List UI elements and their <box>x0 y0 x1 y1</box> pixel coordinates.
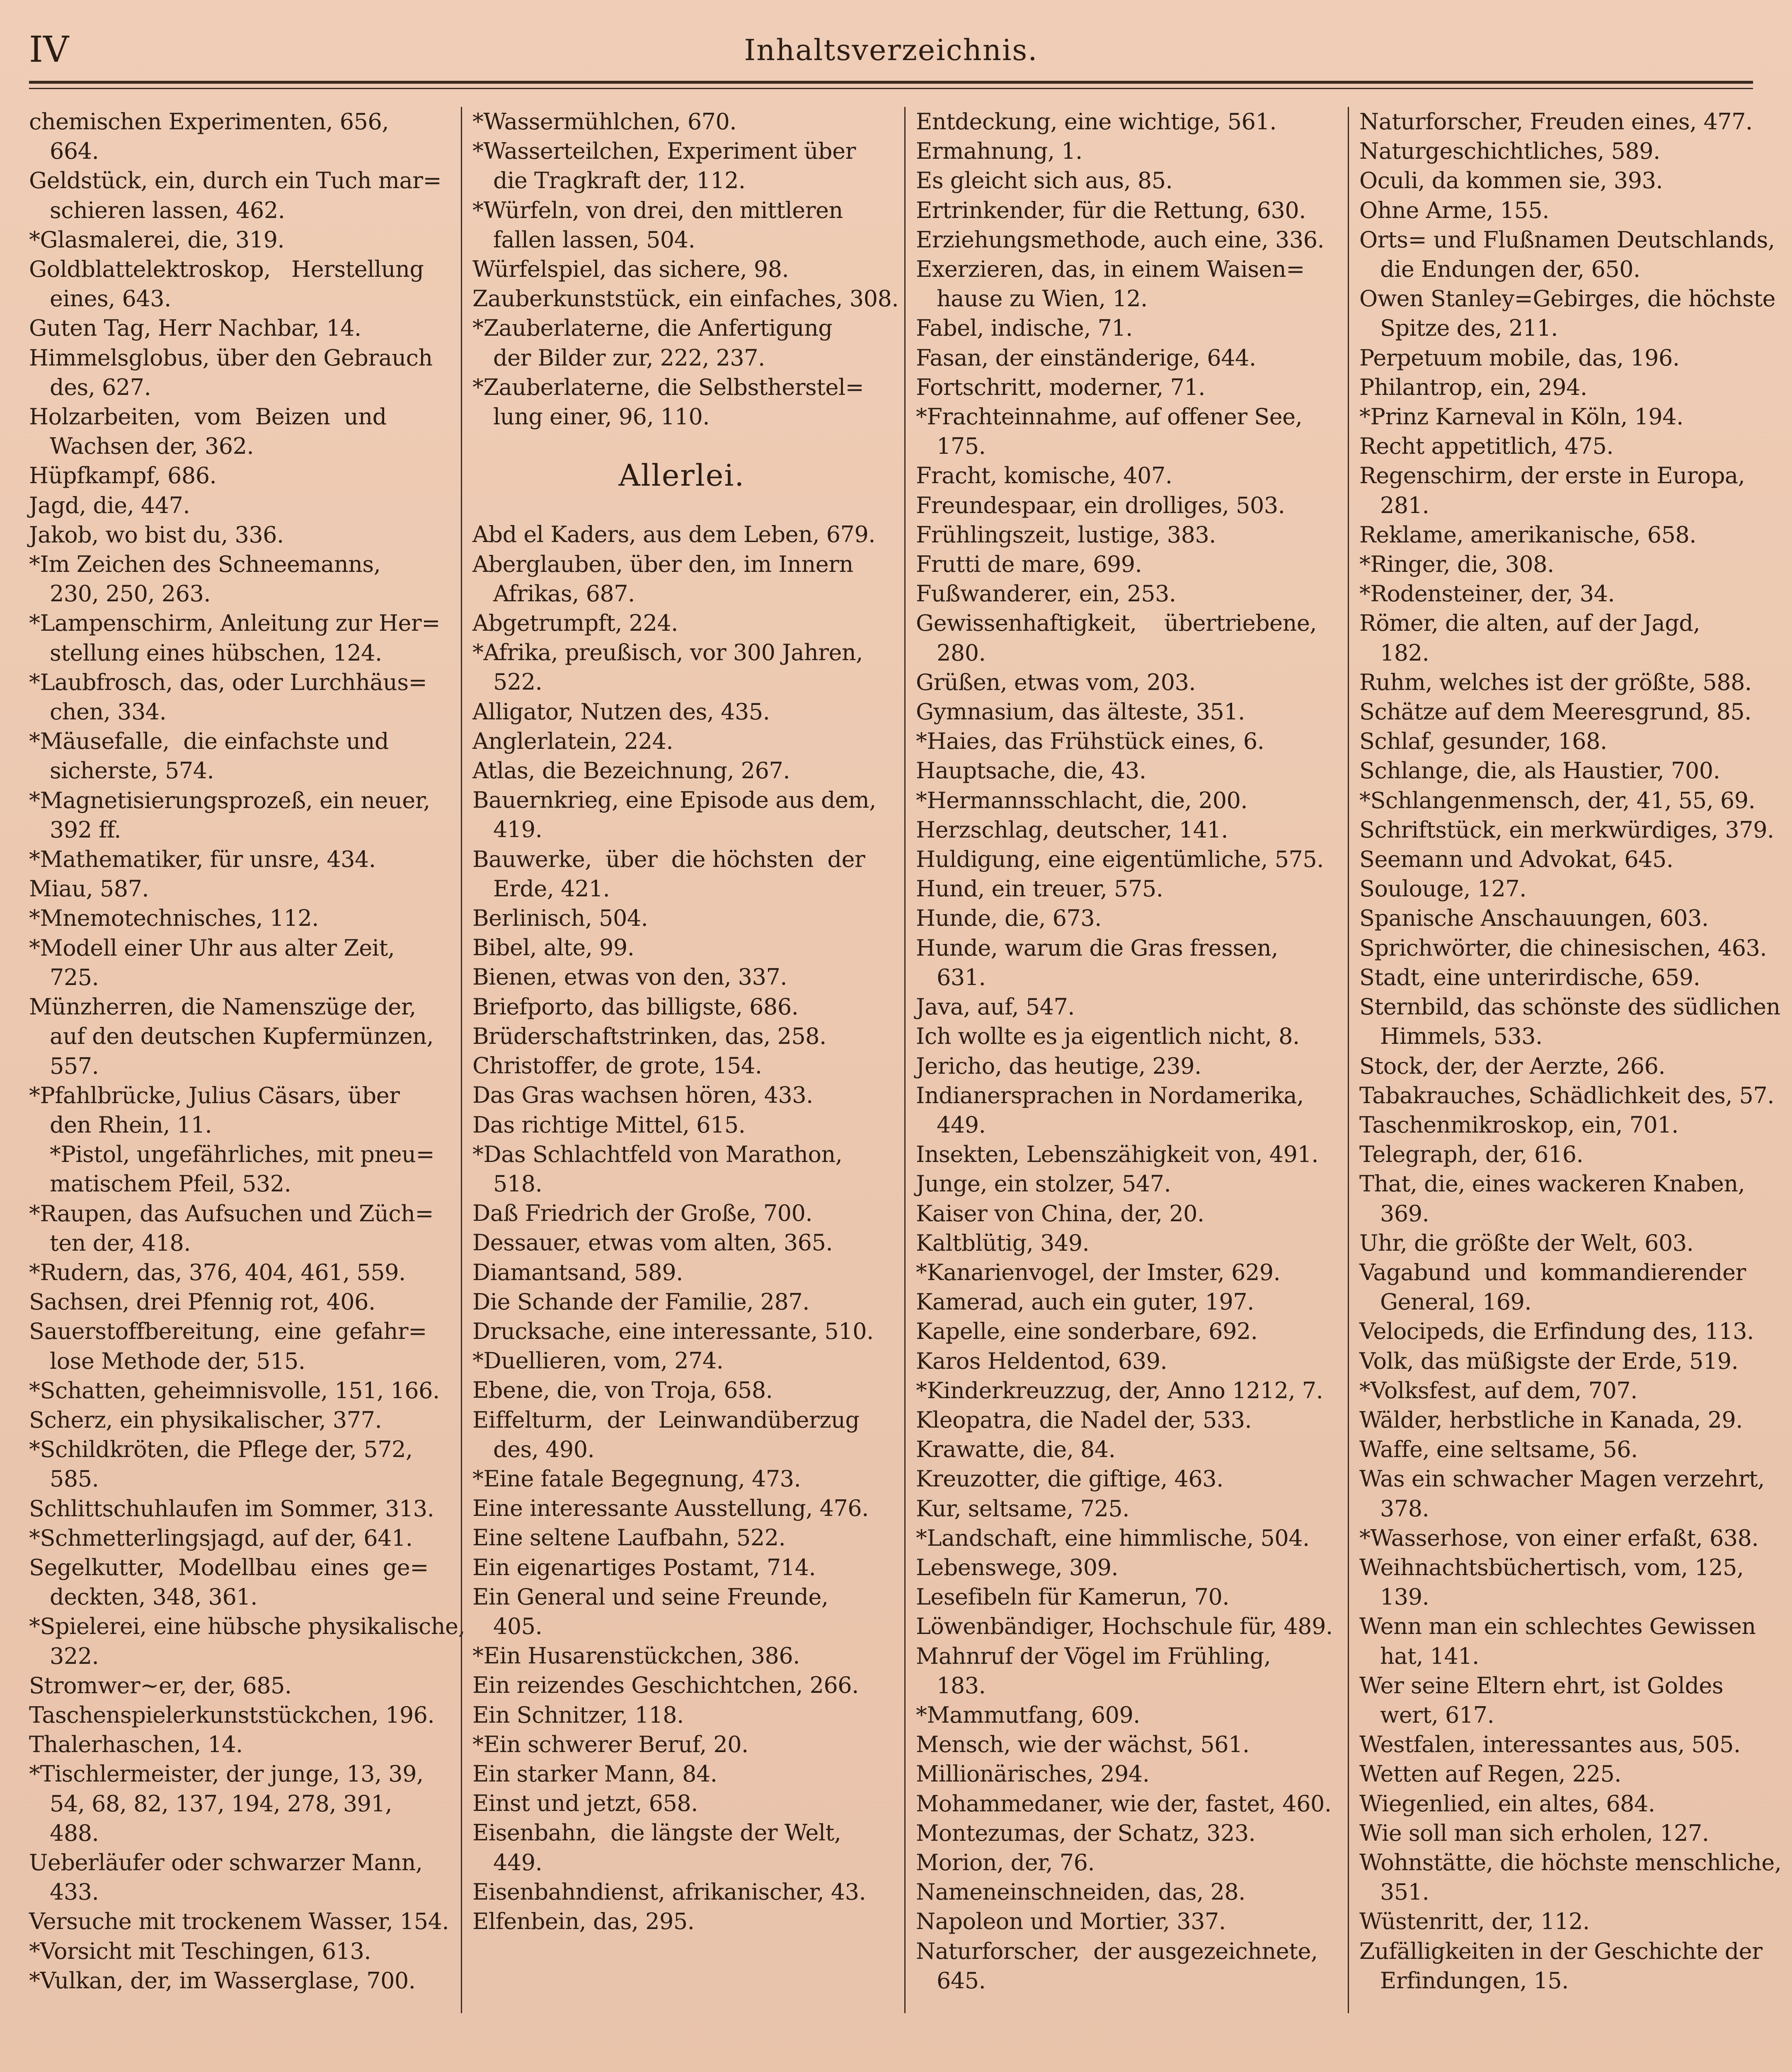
index-column-3 <box>916 107 1334 1995</box>
index-entry-line: 378. <box>1359 1495 1429 1522</box>
index-entry-line: 369. <box>1359 1200 1429 1227</box>
index-entry-line: Jagd, die, 447. <box>29 492 190 518</box>
index-entry-line: Mohammedaner, wie der, fastet, 460. <box>916 1790 1332 1817</box>
index-entry-line: Eisenbahn, die längste der Welt, <box>472 1820 841 1846</box>
index-entry-line: Westfalen, interessantes aus, 505. <box>1359 1731 1741 1758</box>
index-entry-line: Erfindungen, 15. <box>1359 1967 1569 1994</box>
index-entry-line: sicherste, 574. <box>29 758 214 784</box>
index-entry-line: Schlange, die, als Haustier, 700. <box>1359 758 1720 784</box>
index-entry-line: Christoffer, de grote, 154. <box>472 1053 762 1079</box>
index-entry-line: Frutti de mare, 699. <box>916 551 1142 578</box>
index-entry-line: Miau, 587. <box>29 876 149 902</box>
index-entry-line: Kleopatra, die Nadel der, 533. <box>916 1406 1252 1433</box>
index-entry-line: Naturforscher, der ausgezeichnete, <box>916 1938 1318 1964</box>
index-entry-line: *Das Schlachtfeld von Marathon, <box>472 1141 843 1167</box>
index-entry-line: Hund, ein treuer, 575. <box>916 876 1163 902</box>
index-entry-line: *Laubfrosch, das, oder Lurchhäus= <box>29 669 427 695</box>
index-entry-line: 488. <box>29 1820 99 1846</box>
index-entry-line: *Würfeln, von drei, den mittleren <box>472 197 843 223</box>
index-entry-line: Grüßen, etwas vom, 203. <box>916 669 1196 695</box>
index-entry-line: stellung eines hübschen, 124. <box>29 639 382 666</box>
index-entry-line: Fasan, der einständerige, 644. <box>916 344 1256 371</box>
index-entry-line: Ermahnung, 1. <box>916 138 1082 165</box>
index-entry-line: Kapelle, eine sonderbare, 692. <box>916 1318 1258 1345</box>
page-number: IV <box>29 29 69 70</box>
index-entry-line: Gymnasium, das älteste, 351. <box>916 699 1245 725</box>
index-entry-line: Versuche mit trockenem Wasser, 154. <box>29 1908 449 1935</box>
index-entry-line: Wie soll man sich erholen, 127. <box>1359 1820 1709 1846</box>
index-entry-line: Morion, der, 76. <box>916 1849 1095 1876</box>
index-entry-line: Abd el Kaders, aus dem Leben, 679. <box>472 521 876 548</box>
index-entry-line: Abgetrumpft, 224. <box>472 610 678 637</box>
index-entry-line: Kaltblütig, 349. <box>916 1230 1090 1256</box>
index-entry-line: Briefporto, das billigste, 686. <box>472 993 799 1020</box>
index-entry-line: Wiegenlied, ein altes, 684. <box>1359 1790 1655 1817</box>
index-entry-line: matischem Pfeil, 532. <box>29 1171 291 1197</box>
index-entry-line: Wohnstätte, die höchste menschliche, <box>1359 1849 1782 1876</box>
index-entry-line: Würfelspiel, das sichere, 98. <box>472 256 789 283</box>
index-entry-line: *Schmetterlingsjagd, auf der, 641. <box>29 1525 413 1551</box>
index-entry-line: Krawatte, die, 84. <box>916 1436 1116 1463</box>
index-entry-line: *Wassermühlchen, 670. <box>472 109 737 135</box>
index-entry-line: Hunde, die, 673. <box>916 905 1102 932</box>
index-entry-line: lose Methode der, 515. <box>29 1348 305 1374</box>
index-entry-line: Vagabund und kommandierender <box>1359 1259 1746 1285</box>
index-entry-line: Oculi, da kommen sie, 393. <box>1359 167 1663 194</box>
index-entry-line: Wetten auf Regen, 225. <box>1359 1761 1621 1787</box>
index-entry-line: ten der, 418. <box>29 1230 191 1256</box>
index-entry-line: Zufälligkeiten in der Geschichte der <box>1359 1938 1763 1964</box>
index-entry-line: fallen lassen, 504. <box>472 226 695 253</box>
index-entry-line: 54, 68, 82, 137, 194, 278, 391, <box>29 1790 392 1817</box>
index-entry-line: Huldigung, eine eigentümliche, 575. <box>916 846 1324 873</box>
index-entry-line: Frühlingszeit, lustige, 383. <box>916 521 1216 548</box>
index-entry-line: Wer seine Eltern ehrt, ist Goldes <box>1359 1672 1724 1699</box>
index-entry-line: Afrikas, 687. <box>472 580 635 607</box>
index-entry-line: Eine seltene Laufbahn, 522. <box>472 1525 786 1551</box>
index-entry-line: *Ein Husarenstückchen, 386. <box>472 1643 800 1669</box>
column-divider <box>904 107 906 2013</box>
index-entry-line: *Eine fatale Begegnung, 473. <box>472 1465 801 1492</box>
index-entry-line: *Mäusefalle, die einfachste und <box>29 728 389 755</box>
index-entry-line: Naturgeschichtliches, 589. <box>1359 138 1660 165</box>
index-entry-line: Perpetuum mobile, das, 196. <box>1359 344 1680 371</box>
index-entry-line: Aberglauben, über den, im Innern <box>472 551 853 577</box>
index-entry-line: Fußwanderer, ein, 253. <box>916 581 1176 607</box>
index-entry-line: Regenschirm, der erste in Europa, <box>1359 462 1745 489</box>
index-entry-line: Freundespaar, ein drolliges, 503. <box>916 492 1285 518</box>
index-entry-line: der Bilder zur, 222, 237. <box>472 344 765 371</box>
index-entry-line: chen, 334. <box>29 699 167 725</box>
index-entry-line: Einst und jetzt, 658. <box>472 1790 698 1817</box>
index-entry-line: *Raupen, das Aufsuchen und Züch= <box>29 1200 434 1227</box>
index-entry-line: Sachsen, drei Pfennig rot, 406. <box>29 1289 375 1315</box>
index-entry-line: *Lampenschirm, Anleitung zur Her= <box>29 610 440 637</box>
index-entry-line: Alligator, Nutzen des, 435. <box>472 698 770 725</box>
index-entry-line: Stromwer~er, der, 685. <box>29 1672 292 1699</box>
index-entry-line: 631. <box>916 964 986 990</box>
index-entry-line: Das richtige Mittel, 615. <box>472 1111 746 1138</box>
index-entry-line: Ein starker Mann, 84. <box>472 1760 717 1787</box>
index-entry-line: *Ein schwerer Beruf, 20. <box>472 1731 748 1757</box>
index-entry-line: *Zauberlaterne, die Anfertigung <box>472 315 833 341</box>
index-entry-line: Naturforscher, Freuden eines, 477. <box>1359 109 1753 135</box>
index-entry-line: *Schlangenmensch, der, 41, 55, 69. <box>1359 787 1756 813</box>
index-entry-line: *Pistol, ungefährliches, mit pneu= <box>29 1141 435 1168</box>
index-entry-line: *Prinz Karneval in Köln, 194. <box>1359 404 1683 430</box>
index-entry-line: Atlas, die Bezeichnung, 267. <box>472 758 790 784</box>
index-entry-line: Die Schande der Familie, 287. <box>472 1288 809 1315</box>
index-entry-line: Jericho, das heutige, 239. <box>916 1053 1201 1079</box>
column-divider <box>461 107 462 2013</box>
index-entry-line: Bibel, alte, 99. <box>472 934 634 961</box>
index-entry-line: 664. <box>29 138 99 165</box>
index-entry-line: *Wasserhose, von einer erfaßt, 638. <box>1359 1525 1759 1551</box>
index-entry-line: Himmelsglobus, über den Gebrauch <box>29 344 433 371</box>
index-entry-line: schieren lassen, 462. <box>29 197 285 223</box>
index-entry-line: Schriftstück, ein merkwürdiges, 379. <box>1359 816 1774 843</box>
index-entry-line: Insekten, Lebenszähigkeit von, 491. <box>916 1141 1319 1168</box>
index-entry-line: Thalerhaschen, 14. <box>29 1731 243 1758</box>
index-entry-line: *Frachteinnahme, auf offener See, <box>916 404 1303 430</box>
index-entry-line: Junge, ein stolzer, 547. <box>916 1171 1171 1197</box>
index-entry-line: die Endungen der, 650. <box>1359 256 1640 283</box>
index-entry-line: die Tragkraft der, 112. <box>472 167 746 194</box>
index-entry-line: auf den deutschen Kupfermünzen, <box>29 1023 434 1050</box>
index-entry-line: *Vulkan, der, im Wasserglase, 700. <box>29 1967 416 1994</box>
index-entry-line: Was ein schwacher Magen verzehrt, <box>1359 1466 1765 1492</box>
index-entry-line: Hüpfkampf, 686. <box>29 462 217 489</box>
index-entry-line: Gewissenhaftigkeit, übertriebene, <box>916 610 1317 637</box>
index-entry-line: *Landschaft, eine himmlische, 504. <box>916 1525 1310 1551</box>
index-entry-line: eines, 643. <box>29 286 171 312</box>
index-entry-line: *Hermannsschlacht, die, 200. <box>916 787 1248 813</box>
index-entry-line: Millionärisches, 294. <box>916 1761 1150 1787</box>
index-entry-line: Dessauer, etwas vom alten, 365. <box>472 1230 833 1256</box>
index-entry-line: *Duellieren, vom, 274. <box>472 1348 724 1374</box>
index-entry-line: Eine interessante Ausstellung, 476. <box>472 1495 869 1522</box>
index-entry-line: That, die, eines wackeren Knaben, <box>1359 1171 1745 1197</box>
index-entry-line: *Spielerei, eine hübsche physikalische, <box>29 1613 465 1640</box>
index-entry-line: General, 169. <box>1359 1289 1532 1315</box>
index-entry-line: Sauerstoffbereitung, eine gefahr= <box>29 1318 427 1345</box>
index-entry-line: Bauwerke, über die höchsten der <box>472 846 865 872</box>
index-entry-line: Indianersprachen in Nordamerika, <box>916 1082 1304 1109</box>
index-entry-line: des, 490. <box>472 1436 595 1462</box>
index-entry-line: Napoleon und Mortier, 337. <box>916 1908 1226 1935</box>
index-entry-line: Entdeckung, eine wichtige, 561. <box>916 109 1277 135</box>
index-entry-line: Bauernkrieg, eine Episode aus dem, <box>472 787 876 813</box>
index-entries-allerlei <box>472 520 891 1936</box>
index-entry-line: Brüderschaftstrinken, das, 258. <box>472 1023 826 1049</box>
running-title: Inhaltsverzeichnis. <box>744 33 1038 67</box>
index-entry-line: Orts= und Flußnamen Deutschlands, <box>1359 226 1775 253</box>
index-entry-line: Ein reizendes Geschichtchen, 266. <box>472 1672 859 1699</box>
index-entry-line: Bienen, etwas von den, 337. <box>472 964 787 990</box>
index-entry-line: Sprichwörter, die chinesischen, 463. <box>1359 934 1767 961</box>
index-entry-line: Kur, seltsame, 725. <box>916 1495 1129 1522</box>
index-entry-line: *Rudern, das, 376, 404, 461, 559. <box>29 1259 406 1285</box>
index-entry-line: 280. <box>916 639 986 666</box>
index-entry-line: 405. <box>472 1613 542 1639</box>
index-entry-line: Daß Friedrich der Große, 700. <box>472 1200 813 1227</box>
index-entry-line: Owen Stanley=Gebirges, die höchste <box>1359 286 1775 312</box>
index-entry-line: Fortschritt, moderner, 71. <box>916 374 1205 400</box>
index-entry-line: Recht appetitlich, 475. <box>1359 433 1614 460</box>
header-rule-thick <box>29 81 1753 84</box>
index-entry-line: Hauptsache, die, 43. <box>916 758 1146 784</box>
index-entry-line: Lesefibeln für Kamerun, 70. <box>916 1584 1229 1610</box>
index-entry-line: Kreuzotter, die giftige, 463. <box>916 1466 1223 1492</box>
section-heading-allerlei: Allerlei. <box>618 458 745 493</box>
index-entry-line: Hunde, warum die Gras fressen, <box>916 934 1278 961</box>
index-entry-line: Wälder, herbstliche in Kanada, 29. <box>1359 1406 1743 1433</box>
index-entry-line: Münzherren, die Namenszüge der, <box>29 994 416 1020</box>
index-entry-line: Mensch, wie der wächst, 561. <box>916 1731 1250 1758</box>
index-entry-line: deckten, 348, 361. <box>29 1584 257 1610</box>
index-entry-line: Ertrinkender, für die Rettung, 630. <box>916 197 1306 223</box>
index-entry-line: Segelkutter, Modellbau eines ge= <box>29 1554 429 1581</box>
index-entry-line: Telegraph, der, 616. <box>1359 1141 1584 1168</box>
index-entry-line: 522. <box>472 669 542 695</box>
index-entry-line: hause zu Wien, 12. <box>916 286 1148 312</box>
index-entry-line: Stadt, eine unterirdische, 659. <box>1359 964 1700 990</box>
index-entry-line: *Tischlermeister, der junge, 13, 39, <box>29 1761 424 1787</box>
index-entry-line: Zauberkunststück, ein einfaches, 308. <box>472 286 899 312</box>
index-entry-line: Römer, die alten, auf der Jagd, <box>1359 610 1700 637</box>
index-entry-line: Eiffelturm, der Leinwandüberzug <box>472 1406 860 1433</box>
index-entry-line: *Schatten, geheimnisvolle, 151, 166. <box>29 1377 440 1404</box>
header-rule-thin <box>29 88 1753 89</box>
index-entry-line: 322. <box>29 1643 99 1669</box>
index-entry-line: *Vorsicht mit Teschingen, 613. <box>29 1938 371 1964</box>
index-entry-line: Seemann und Advokat, 645. <box>1359 846 1673 873</box>
index-entry-line: wert, 617. <box>1359 1702 1494 1728</box>
index-entry-line: Philantrop, ein, 294. <box>1359 374 1587 400</box>
index-entry-line: 645. <box>916 1967 986 1994</box>
index-entry-line: Reklame, amerikanische, 658. <box>1359 521 1696 548</box>
index-entry-line: 281. <box>1359 492 1429 518</box>
index-entry-line: *Rodensteiner, der, 34. <box>1359 581 1615 607</box>
index-entry-line: *Glasmalerei, die, 319. <box>29 226 285 253</box>
index-column-4 <box>1359 107 1782 1995</box>
index-entry-line: *Kinderkreuzzug, der, Anno 1212, 7. <box>916 1377 1323 1404</box>
index-entry-line: hat, 141. <box>1359 1643 1479 1669</box>
index-entries-top <box>472 107 899 431</box>
index-entry-line: Ein Schnitzer, 118. <box>472 1702 684 1728</box>
index-entry-line: Schlittschuhlaufen im Sommer, 313. <box>29 1495 434 1522</box>
index-entry-line: Volk, das müßigste der Erde, 519. <box>1359 1348 1739 1374</box>
index-entry-line: 557. <box>29 1053 99 1079</box>
index-entry-line: 139. <box>1359 1584 1429 1610</box>
index-entry-line: Waffe, eine seltsame, 56. <box>1359 1436 1638 1463</box>
index-entry-line: Wenn man ein schlechtes Gewissen <box>1359 1613 1756 1640</box>
index-entry-line: 585. <box>29 1466 99 1492</box>
index-entry-line: Fracht, komische, 407. <box>916 462 1172 489</box>
index-entry-line: *Modell einer Uhr aus alter Zeit, <box>29 934 395 961</box>
index-entry-line: lung einer, 96, 110. <box>472 404 710 430</box>
index-entry-line: *Wasserteilchen, Experiment über <box>472 138 856 165</box>
index-entry-line: Ueberläufer oder schwarzer Mann, <box>29 1849 423 1876</box>
page-header <box>29 17 1753 79</box>
index-entry-line: Löwenbändiger, Hochschule für, 489. <box>916 1613 1333 1640</box>
index-entry-line: Wachsen der, 362. <box>29 433 254 460</box>
index-entry-line: Mahnruf der Vögel im Frühling, <box>916 1643 1271 1669</box>
index-entry-line: Uhr, die größte der Welt, 603. <box>1359 1230 1694 1256</box>
index-entry-line: *Zauberlaterne, die Selbstherstel= <box>472 374 864 400</box>
index-entry-line: den Rhein, 11. <box>29 1111 212 1138</box>
index-entry-line: Erziehungsmethode, auch eine, 336. <box>916 226 1325 253</box>
index-entry-line: Weihnachtsbüchertisch, vom, 125, <box>1359 1554 1744 1581</box>
index-entry-line: Berlinisch, 504. <box>472 905 648 932</box>
index-entry-line: *Kanarienvogel, der Imster, 629. <box>916 1259 1281 1285</box>
index-entry-line: des, 627. <box>29 374 151 400</box>
index-entry-line: Guten Tag, Herr Nachbar, 14. <box>29 315 361 341</box>
index-entry-line: Erde, 421. <box>472 875 610 902</box>
index-entry-line: Taschenspielerkunststückchen, 196. <box>29 1702 435 1728</box>
index-entry-line: Diamantsand, 589. <box>472 1259 683 1285</box>
index-entry-line: 392 ff. <box>29 816 121 843</box>
index-entry-line: Herzschlag, deutscher, 141. <box>916 816 1228 843</box>
index-entry-line: Ich wollte es ja eigentlich nicht, 8. <box>916 1023 1300 1050</box>
index-column-2 <box>472 107 899 1936</box>
index-entry-line: *Volksfest, auf dem, 707. <box>1359 1377 1637 1404</box>
index-entry-line: 433. <box>29 1879 99 1905</box>
index-entry-line: Holzarbeiten, vom Beizen und <box>29 404 387 430</box>
index-entry-line: Spitze des, 211. <box>1359 315 1558 341</box>
index-entry-line: Karos Heldentod, 639. <box>916 1348 1167 1374</box>
index-entry-line: Geldstück, ein, durch ein Tuch mar= <box>29 167 442 194</box>
index-entry-line: 419. <box>472 816 542 843</box>
index-entry-line: Anglerlatein, 224. <box>472 728 673 754</box>
index-entry-line: Ruhm, welches ist der größte, 588. <box>1359 669 1752 695</box>
index-entry-line: 449. <box>916 1111 986 1138</box>
index-entry-line: Schätze auf dem Meeresgrund, 85. <box>1359 699 1751 725</box>
index-entry-line: Ebene, die, von Troja, 658. <box>472 1377 773 1404</box>
index-entry-line: Spanische Anschauungen, 603. <box>1359 905 1709 932</box>
index-entry-line: Tabakrauches, Schädlichkeit des, 57. <box>1359 1082 1774 1109</box>
index-entry-line: Fabel, indische, 71. <box>916 315 1133 341</box>
index-entry-line: Wüstenritt, der, 112. <box>1359 1908 1590 1935</box>
index-entry-line: 230, 250, 263. <box>29 581 211 607</box>
index-entry-line: 175. <box>916 433 986 460</box>
index-entry-line: Himmels, 533. <box>1359 1023 1543 1050</box>
index-entry-line: 351. <box>1359 1879 1429 1905</box>
index-entry-line: *Mammutfang, 609. <box>916 1702 1140 1728</box>
index-entry-line: Java, auf, 547. <box>916 994 1075 1020</box>
index-entry-line: Kamerad, auch ein guter, 197. <box>916 1289 1254 1315</box>
index-entry-line: Nameneinschneiden, das, 28. <box>916 1879 1245 1905</box>
index-entry-line: Das Gras wachsen hören, 433. <box>472 1082 813 1109</box>
index-entry-line: *Afrika, preußisch, vor 300 Jahren, <box>472 639 863 666</box>
index-entry-line: Schlaf, gesunder, 168. <box>1359 728 1607 755</box>
index-entry-line: *Pfahlbrücke, Julius Cäsars, über <box>29 1082 400 1109</box>
index-entry-line: Ohne Arme, 155. <box>1359 197 1549 223</box>
index-entry-line: *Ringer, die, 308. <box>1359 551 1554 578</box>
index-entry-line: Jakob, wo bist du, 336. <box>29 521 284 548</box>
index-entry-line: Drucksache, eine interessante, 510. <box>472 1318 874 1344</box>
index-entry-line: 183. <box>916 1672 986 1699</box>
index-entry-line: 182. <box>1359 639 1429 666</box>
index-entry-line: Soulouge, 127. <box>1359 876 1526 902</box>
index-entry-line: Ein eigenartiges Postamt, 714. <box>472 1554 816 1581</box>
index-entry-line: *Schildkröten, die Pflege der, 572, <box>29 1436 413 1463</box>
column-divider <box>1348 107 1349 2013</box>
index-entry-line: Sternbild, das schönste des südlichen <box>1359 994 1780 1020</box>
index-entry-line: Ein General und seine Freunde, <box>472 1583 828 1610</box>
index-entry-line: 725. <box>29 964 99 990</box>
index-entry-line: Eisenbahndienst, afrikanischer, 43. <box>472 1878 866 1905</box>
index-entry-line: chemischen Experimenten, 656, <box>29 109 389 135</box>
index-entry-line: Scherz, ein physikalischer, 377. <box>29 1406 382 1433</box>
index-column-1 <box>29 107 465 1995</box>
index-entry-line: *Haies, das Frühstück eines, 6. <box>916 728 1264 755</box>
index-entry-line: Velocipeds, die Erfindung des, 113. <box>1359 1318 1754 1345</box>
index-entry-line: Montezumas, der Schatz, 323. <box>916 1820 1256 1846</box>
index-entry-line: Es gleicht sich aus, 85. <box>916 167 1173 194</box>
index-entry-line: Stock, der, der Aerzte, 266. <box>1359 1053 1666 1079</box>
index-entry-line: *Mathematiker, für unsre, 434. <box>29 846 376 873</box>
index-entry-line: Goldblattelektroskop, Herstellung <box>29 256 424 283</box>
index-entry-line: Taschenmikroskop, ein, 701. <box>1359 1111 1678 1138</box>
index-entry-line: 449. <box>472 1849 542 1876</box>
index-entry-line: *Im Zeichen des Schneemanns, <box>29 551 381 578</box>
index-entry-line: 518. <box>472 1170 542 1197</box>
index-entry-line: *Magnetisierungsprozeß, ein neuer, <box>29 787 430 813</box>
index-entry-line: Elfenbein, das, 295. <box>472 1908 695 1934</box>
index-entry-line: Lebenswege, 309. <box>916 1554 1119 1581</box>
index-entry-line: Exerzieren, das, in einem Waisen= <box>916 256 1305 283</box>
index-entry-line: Kaiser von China, der, 20. <box>916 1200 1204 1227</box>
index-entry-line: *Mnemotechnisches, 112. <box>29 905 319 932</box>
